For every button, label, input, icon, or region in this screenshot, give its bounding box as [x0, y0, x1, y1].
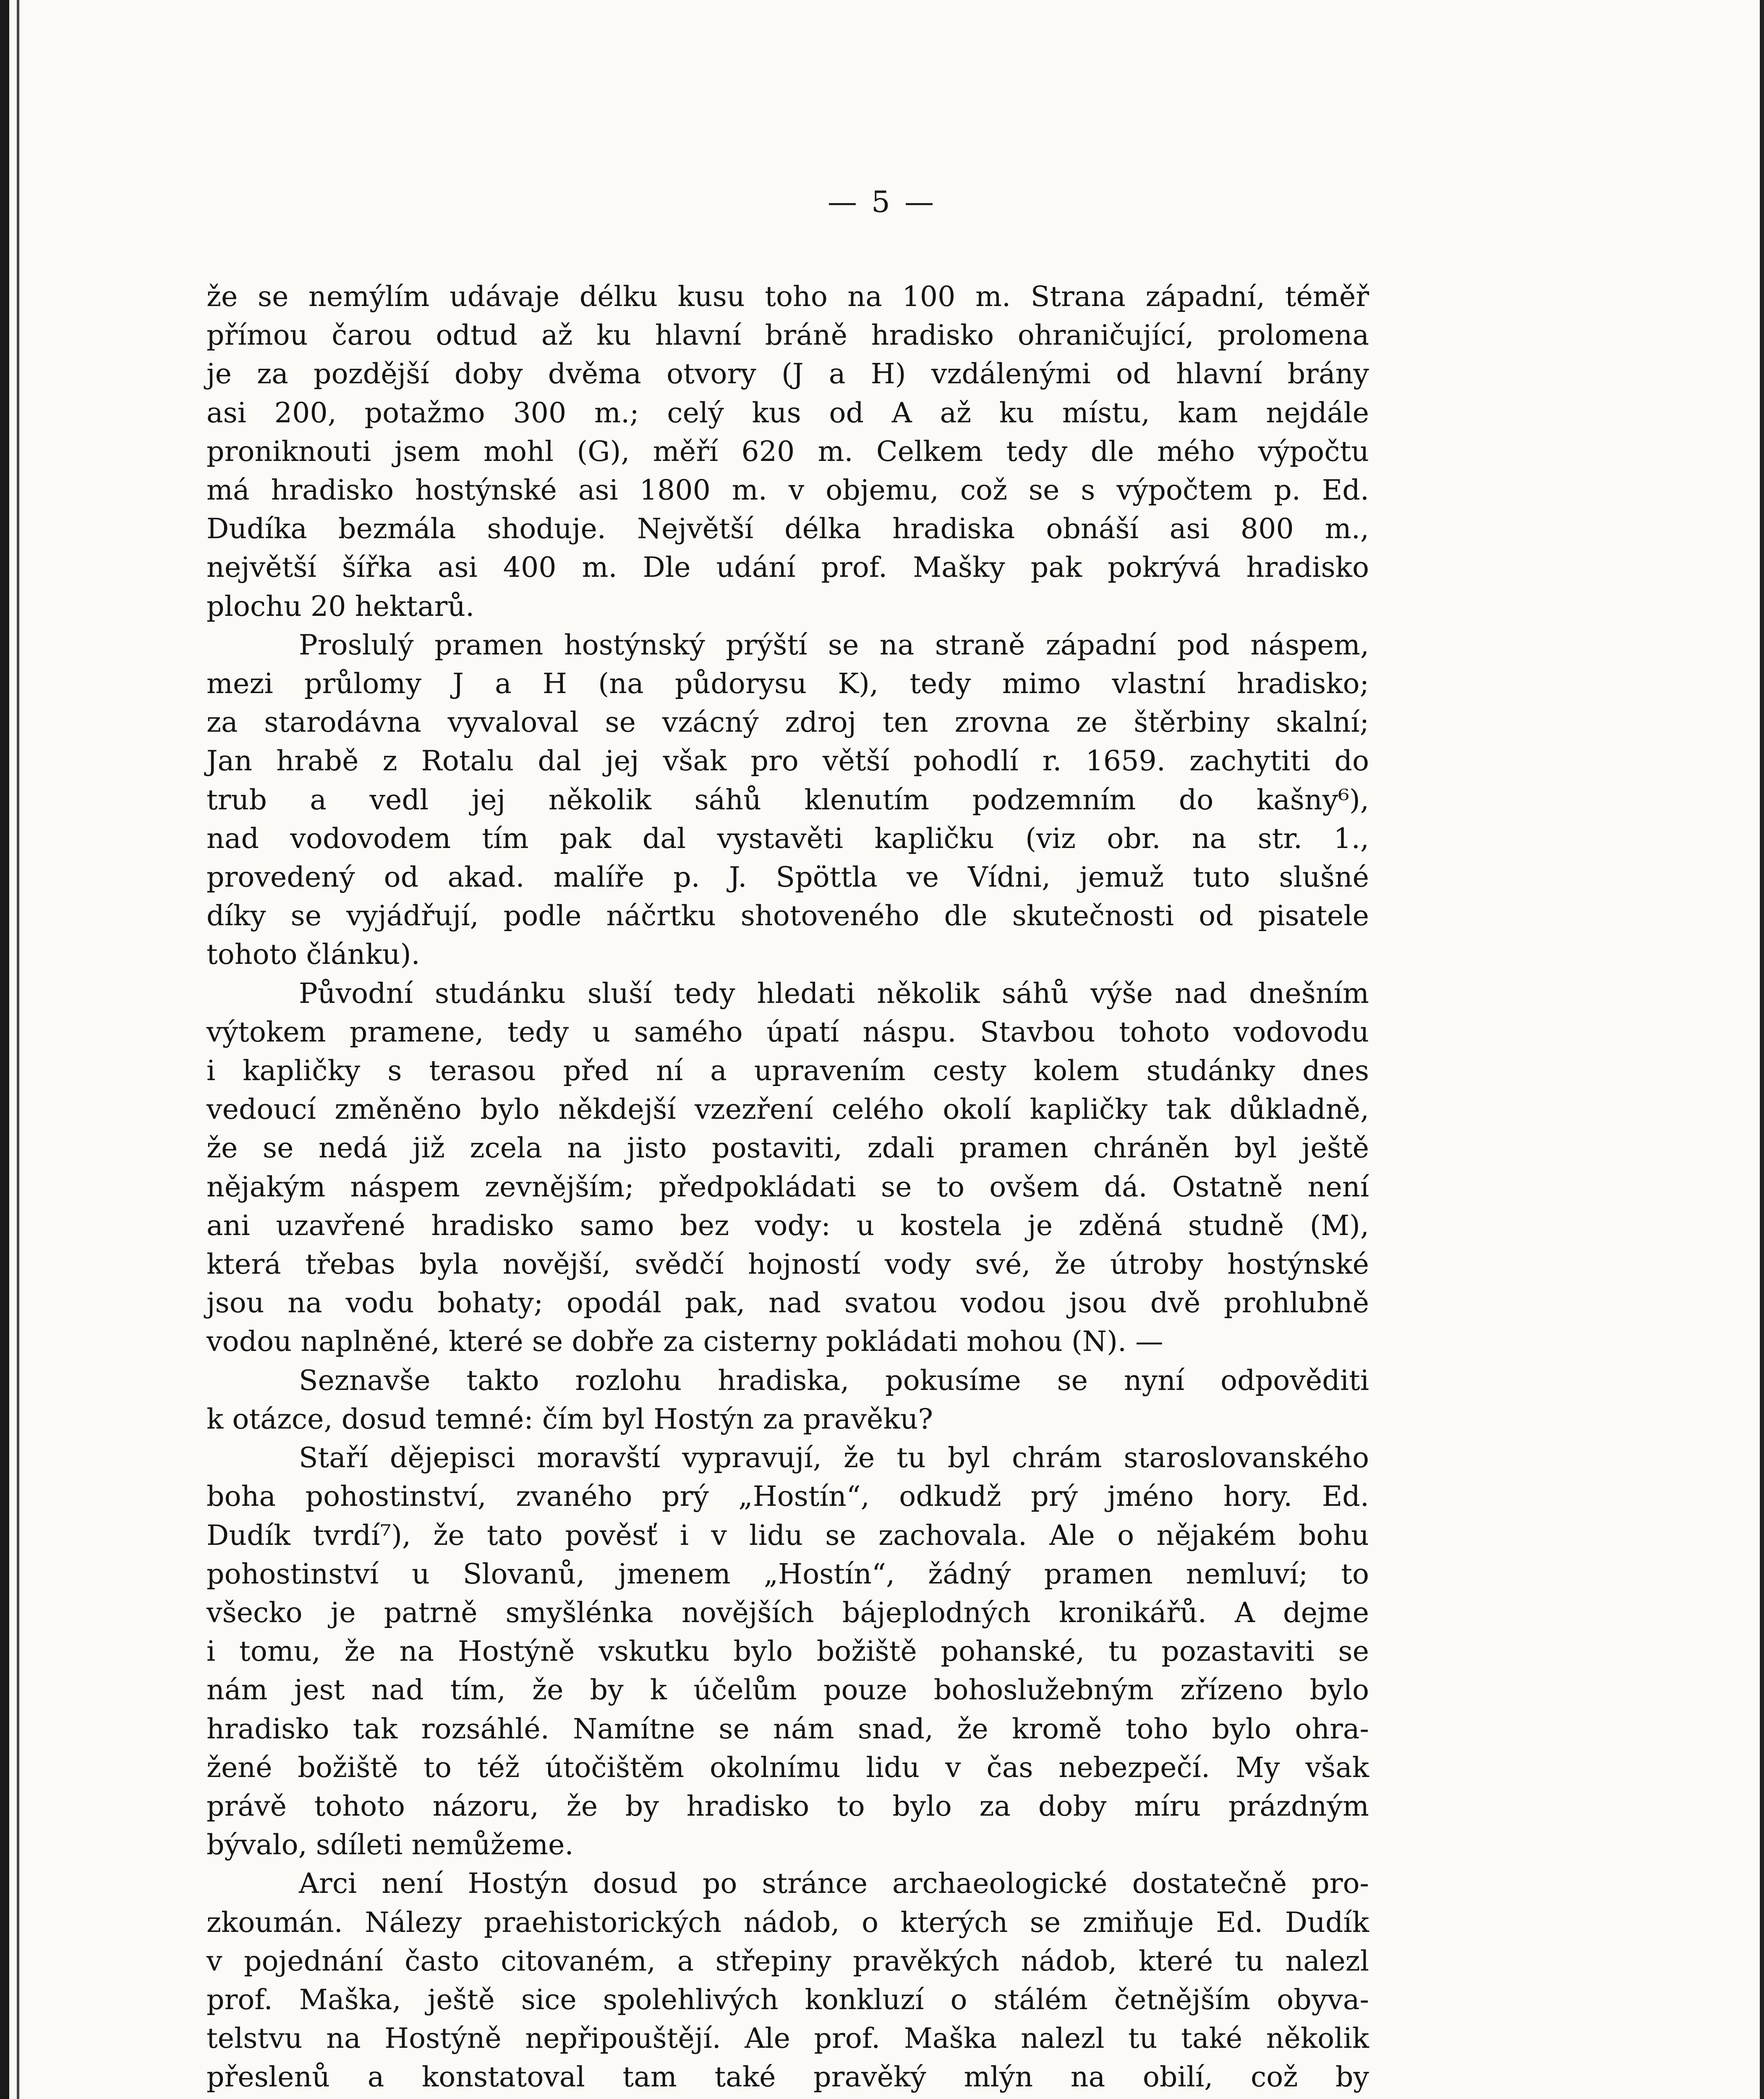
text-line: jsou na vodu bohaty; opodál pak, nad svatou vodou jsou dvě prohlubně [206, 1286, 1369, 1319]
text-line: i tomu, že na Hostýně vskutku bylo božiště pohanské, tu pozastaviti se [206, 1635, 1369, 1668]
text-line: je za pozdější doby dvěma otvory (J a H) vzdálenými od hlavní brány [206, 357, 1369, 390]
text-line: všecko je patrně smyšlénka novějších bájeplodných kronikářů. A dejme [206, 1596, 1369, 1629]
text-line: která třebas byla novější, svědčí hojností vody své, že útroby hostýnské [206, 1248, 1369, 1281]
body-text [206, 277, 1369, 2099]
text-line: v pojednání často citovaném, a střepiny pravěkých nádob, které tu nalezl [206, 1944, 1369, 1977]
text-line: Proslulý pramen hostýnský prýští se na straně západní pod náspem, [299, 628, 1369, 661]
text-line: nad vodovodem tím pak dal vystavěti kapličku (viz obr. na str. 1., [206, 822, 1369, 855]
text-line: bývalo, sdíleti nemůžeme. [206, 1828, 574, 1861]
text-line: Arci není Hostýn dosud po stránce archaeologické dostatečně pro- [299, 1867, 1369, 1900]
text-line: vedoucí změněno bylo někdejší vzezření celého okolí kapličky tak důkladně, [206, 1093, 1369, 1126]
text-line: přeslenů a konstatoval tam také pravěký mlýn na obilí, což by [206, 2060, 1369, 2094]
text-line: hradisko tak rozsáhlé. Namítne se nám snad, že kromě toho bylo ohra- [206, 1712, 1369, 1745]
text-line: Staří dějepisci moravští vypravují, že tu byl chrám staroslovanského [299, 1441, 1369, 1474]
text-line: Jan hrabě z Rotalu dal jej však pro větší pohodlí r. 1659. zachytiti do [206, 744, 1369, 777]
text-line: že se nemýlím udávaje délku kusu toho na 100 m. Strana západní, téměř [206, 280, 1369, 313]
text-line: přímou čarou odtud až ku hlavní bráně hradisko ohraničující, prolomena [206, 319, 1369, 352]
text-line: má hradisko hostýnské asi 1800 m. v objemu, což se s výpočtem p. Ed. [206, 474, 1369, 507]
text-line: i kapličky s terasou před ní a upravením cesty kolem studánky dnes [206, 1054, 1369, 1087]
text-line: zkoumán. Nálezy praehistorických nádob, o kterých se zmiňuje Ed. Dudík [206, 1905, 1369, 1939]
text-line [206, 2096, 1369, 2099]
text-line: proniknouti jsem mohl (G), měří 620 m. Celkem tedy dle mého výpočtu [206, 434, 1369, 468]
text-line: největší šířka asi 400 m. Dle udání prof. Mašky pak pokrývá hradisko [206, 551, 1369, 584]
text-line: že se nedá již zcela na jisto postaviti, zdali pramen chráněn byl ještě [206, 1131, 1369, 1165]
text-line: pohostinství u Slovanů, jmenem „Hostín“, žádný pramen nemluví; to [206, 1557, 1369, 1590]
text-line: Seznavše takto rozlohu hradiska, pokusíme se nyní odpověditi [299, 1364, 1369, 1397]
text-line: díky se vyjádřují, podle náčrtku shotoveného dle skutečnosti od pisatele [206, 899, 1369, 932]
text-line: telstvu na Hostýně nepřipouštějí. Ale prof. Maška nalezl tu také několik [206, 2022, 1369, 2055]
text-line: plochu 20 hektarů. [206, 589, 475, 623]
text-line: právě tohoto názoru, že by hradisko to bylo za doby míru prázdným [206, 1789, 1369, 1822]
text-line: vodou naplněné, které se dobře za cisterny pokládati mohou (N). — [206, 1325, 1163, 1358]
text-line: nějakým náspem zevnějším; předpokládati se to ovšem dá. Ostatně není [206, 1170, 1369, 1203]
text-line: k otázce, dosud temné: čím byl Hostýn za pravěku? [206, 1402, 933, 1435]
scan-edge-right [1760, 0, 1764, 2099]
text-line: Dudík tvrdí⁷), že tato pověsť i v lidu se zachovala. Ale o nějakém bohu [206, 1518, 1369, 1552]
text-line: asi 200, potažmo 300 m.; celý kus od A až ku místu, kam nejdále [206, 396, 1369, 429]
text-line: za starodávna vyvaloval se vzácný zdroj ten zrovna ze štěrbiny skalní; [206, 706, 1369, 739]
text-line: Původní studánku sluší tedy hledati několik sáhů výše nad dnešním [299, 976, 1369, 1010]
text-line: ani uzavřené hradisko samo bez vody: u kostela je zděná studně (M), [206, 1209, 1369, 1242]
text-line: Dudíka bezmála shoduje. Největší délka hradiska obnáší asi 800 m., [206, 512, 1369, 545]
text-line: provedený od akad. malíře p. J. Spöttla ve Vídni, jemuž tuto slušné [206, 861, 1369, 894]
text-line: boha pohostinství, zvaného prý „Hostín“, odkudž prý jméno hory. Ed. [206, 1480, 1369, 1513]
text-line: prof. Maška, ještě sice spolehlivých konkluzí o stálém četnějším obyva- [206, 1983, 1369, 2016]
scan-edge-left [0, 0, 9, 2099]
scan-edge-line [17, 0, 19, 2099]
text-line: mezi průlomy J a H (na půdorysu K), tedy mimo vlastní hradisko; [206, 667, 1369, 700]
text-line: nám jest nad tím, že by k účelům pouze bohoslužebným zřízeno bylo [206, 1673, 1369, 1706]
text-line: žené božiště to též útočištěm okolnímu lidu v čas nebezpečí. My však [206, 1751, 1369, 1784]
page-number: — 5 — [827, 185, 937, 219]
text-line: tohoto článku). [206, 938, 420, 971]
text-line: výtokem pramene, tedy u samého úpatí náspu. Stavbou tohoto vodovodu [206, 1015, 1369, 1048]
text-line: trub a vedl jej několik sáhů klenutím podzemním do kašny⁶), [206, 783, 1369, 816]
